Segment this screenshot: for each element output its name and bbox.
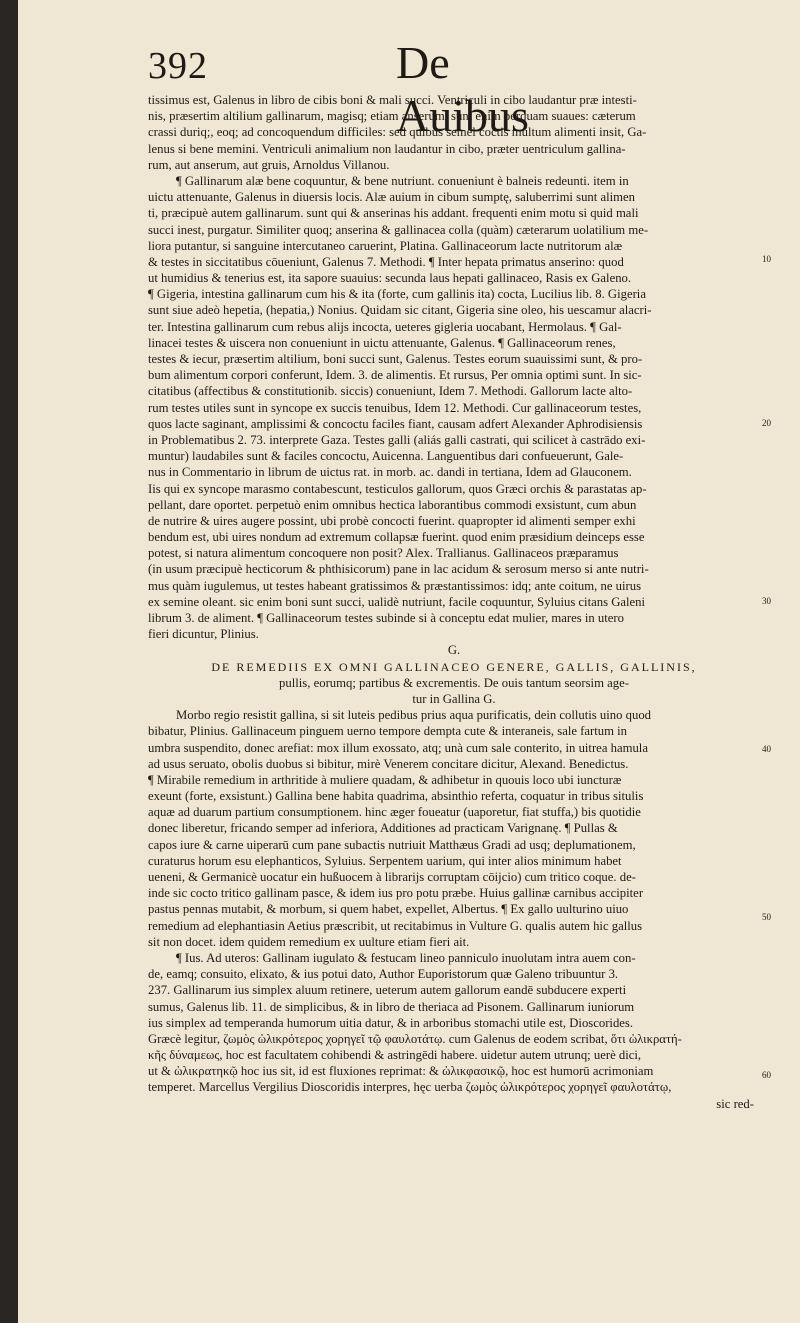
text-line: remedium ad elephantiasin Aetius præscribit, ut recitabimus in Vulture G. qualis autem hic gallus [148, 918, 643, 933]
text-line: ¶ Ius. Ad uteros: Gallinam iugulato & festucam lineo panniculo inuolutam intra auem con- [176, 950, 636, 965]
text-line: uictu attenuante, Galenus in diuersis locis. Alæ auium in cibum sumptę, saluberrimi sunt alimen [148, 190, 635, 205]
text-line: potest, si natura alimentum concoquere non posit? Alex. Trallianus. Gallinaceos præparamus [148, 546, 619, 561]
section-letter: G. [447, 643, 461, 658]
margin-line-number: 10 [762, 254, 771, 264]
body-text [148, 92, 760, 1112]
text-line: donec liberetur, fricando semper ad inferiora, Additiones ad practicam Varignanę. ¶ Pullas & [148, 821, 618, 836]
running-title: De Auibus [396, 37, 529, 141]
text-line: umbra suspendito, donec arefiat: mox illum exossato, atq; unà cum sale conterito, in uitrea hamula [148, 740, 648, 755]
text-line: κῆς δύναμεως, hoc est facultatem cohibendi & astringēdi habere. uidetur autem utrunq; uerè dici, [148, 1048, 642, 1063]
text-line: testes & iecur, præsertim altilium, boni succi sunt, Galenus. Testes eorum suauissimi sunt, & pro- [148, 352, 643, 366]
text-line: linacei testes & uiscera non conueniunt in uictu attenuante, Galenus. ¶ Gallinaceorum renes, [148, 335, 616, 350]
text-line: Græcè legitur, ζωμὸς ὠλικρότερος χορηγεῖ τῷ φαυλοτάτῳ. cum Galenus de eodem scribat, ὅτι ὠλικρατή- [148, 1031, 682, 1046]
text-line: ti, præcipuè autem gallinarum. sunt qui & anserinas his addant. frequenti enim motu si quid mali [148, 206, 639, 221]
text-line: muntur) laudabiles sunt & faciles concoctu, Auicenna. Languentibus dari confueuerunt, Gale- [148, 449, 624, 464]
section-title-cont: pullis, eorumq; partibus & excrementis. De ouis tantum seorsim age- [279, 675, 629, 690]
text-line: pastus pennas mutabit, & morbum, si quem habet, expellet, Albertus. ¶ Ex gallo uulturino uiuo [148, 902, 629, 917]
text-line: pellant, dare oportet. perpetuò enim omnibus hectica laborantibus commodi exsistunt, cum abun [148, 497, 637, 512]
text-line: 237. Gallinarum ius simplex aluum retinere, ueterum autem gallorum eandē subducere experti [148, 983, 627, 998]
text-line: ut humidius & tenerius est, ita sapore suauius: secunda laus hepati gallinaceo, Rasis ex Galeno. [148, 271, 632, 286]
text-line: ¶ Gallinarum alæ bene coquuntur, & bene nutriunt. conueniunt è balneis redeunti. item in [176, 173, 629, 188]
margin-line-number: 50 [762, 912, 771, 922]
text-line: ¶ Gigeria, intestina gallinarum cum his & ita (forte, cum gallinis ita) cocta, Lucilius lib. 8. Gigeria [148, 287, 646, 302]
text-line: lenus si bene memini. Ventriculi animalium non laudantur in cibo, præter uentriculum gallina- [148, 141, 626, 156]
text-line: ueneni, & Germanicè uocatur ein hußuocem à librarijs corruptam cōijcio) cum tritico coque. de- [148, 870, 636, 884]
margin-line-number: 40 [762, 744, 771, 754]
text-line: rum testes utiles sunt in syncope ex succis tenuibus, Idem 12. Methodi. Cur gallinaceorum testes, [148, 400, 642, 415]
text-line: Morbo regio resistit gallina, si sit luteis pedibus prius aqua purificatis, dein collutis uino quod [176, 708, 652, 723]
section-title: DE REMEDIIS EX OMNI GALLINACEO GENERE, GALLIS, GALLINIS, [211, 659, 697, 674]
margin-line-number: 30 [762, 596, 771, 606]
text-line: inde sic cocto tritico gallinam pasce, & idem ius pro potu præbe. Huius gallinæ carnibus accipiter [148, 886, 644, 901]
text-line: in Problematibus 2. 73. interprete Gaza. Testes galli (aliás galli castrati, qui scilicet à castrādo exi- [148, 432, 646, 447]
text-line: succi inest, purgatur. Similiter quoq; anserina & gallinacea colla (quàm) cæterarum uolatilium me- [148, 222, 649, 237]
text-line: de, eamq; consuito, elixato, & ius potui dato, Author Euporistorum quæ Galeno tribuuntur 3. [148, 967, 619, 982]
text-line: mus quàm iugulemus, ut testes habeant gratissimos & præstantissimos: idq; ante coitum, ne uirus [148, 578, 642, 593]
text-line: quos lacte saginant, amplissimi & concoctu faciles fiant, causam adfert Alexander Aphrodisiensis [148, 416, 643, 431]
text-line: crassi duriq;, eoq; ad concoquendum difficiles: sed quibus semel coctis multum alimenti insit, Ga- [148, 125, 647, 140]
text-line: & testes in siccitatibus cōueniunt, Galenus 7. Methodi. ¶ Inter hepata primatus anserino: quod [148, 254, 624, 269]
text-line: ius simplex ad temperanda humorum uitia datur, & in arboribus stomachi utile est, Dioscorides. [148, 1015, 634, 1030]
margin-line-number: 20 [762, 418, 771, 428]
text-line: nis, præsertim altilium gallinarum, magisq; etiam anserum. sunt enim perquam suaues: cæterum [148, 109, 636, 124]
binding-gutter [0, 0, 18, 1323]
text-line: de nutrire & uires augere possint, ubi probè concocti fuerint. quapropter id alimenti semper exhi [148, 513, 636, 528]
text-line: sumus, Galenus lib. 11. de simplicibus, & in libro de theriaca ad Pisonem. Gallinarum iuniorum [148, 999, 635, 1014]
text-line: ut & ὠλικρατηκῷ hoc ius sit, id est fluxiones reprimat: & ὠλικφασικῷ, hoc est humorū acrimoniam [148, 1064, 654, 1079]
text-line: Iis qui ex syncope marasmo contabescunt, testiculos gallorum, quos Græci orchis & parastatas ap- [148, 481, 647, 496]
text-line: aquæ ad duarum partium consumptionem. hinc æger foueatur (uaporetur, fiat stuffa,) bis quotidie [148, 805, 641, 820]
margin-line-number: 60 [762, 1070, 771, 1080]
text-line: ad usus seruato, obolis duobus si bibitur, mirè Venerem concitare dicitur, Alexand. Benedictus. [148, 756, 629, 771]
text-line: nus in Commentario in librum de uictus rat. in morb. ac. dandi in tertiana, Idem ad Glauconem. [148, 465, 632, 480]
text-line: temperet. Marcellus Vergilius Dioscoridis interpres, hęc uerba ζωμὸς ὠλικρότερος χορηγεῖ φαυλοτάτῳ, [148, 1080, 672, 1095]
text-line: fieri dicuntur, Plinius. [148, 627, 259, 642]
text-line: ter. Intestina gallinarum cum rebus alijs incocta, ueteres gigleria uocabant, Hermolaus. ¶ Gal- [148, 319, 622, 334]
text-line: tissimus est, Galenus in libro de cibis boni & mali succi. Ventriculi in cibo laudantur præ intesti- [148, 93, 637, 107]
text-line: bum alimentum corpori conferunt, Idem. 3. de alimentis. Et rursus, Per omnia optimi sunt. In sic- [148, 368, 642, 383]
text-line: citatibus (affectibus & constitutionib. siccis) conueniunt, Idem 7. Methodi. Gallorum lacte alto- [148, 384, 633, 399]
catchword: sic red- [716, 1096, 754, 1111]
text-line: sunt siue adeò hepetia, (hepatia,) Nonius. Quidam sic citant, Gigeria sine oleo, his uescamur alacri- [148, 303, 652, 318]
text-line: capos iure & carne uiperarū cum pane subactis nutriuit Matthæus Gradi ad usq; deplumationem, [148, 837, 636, 852]
text-line: curaturus horum esu elephanticos, Syluius. Serpentem uarium, qui inter alios minimum habet [148, 853, 622, 868]
text-line: (in usum præcipuè hecticorum & phthisicorum) pane in lac acidum & serosum merso si ante nutri- [148, 562, 649, 577]
text-line: sit non docet. idem quidem remedium ex uulture etiam fieri ait. [148, 934, 470, 949]
text-line: liora putantur, si sanguine intercutaneo caruerint, Platina. Gallinaceorum lacte nutritorum alæ [148, 238, 623, 253]
text-line: ex semine oleant. sic enim boni sunt succi, ualidè nutriunt, facile coquuntur, Syluius citans Galeni [148, 594, 646, 609]
text-line: rum, aut anserum, aut gruis, Arnoldus Villanou. [148, 157, 390, 172]
text-line: librum 3. de aliment. ¶ Gallinaceorum testes subinde si à conceptu edat mulier, mares in utero [148, 611, 624, 625]
text-line: bendum est, ubi uires nondum ad extremum collapsæ fuerint. quod enim præsidium deinceps esse [148, 530, 645, 545]
section-title-cont: tur in Gallina G. [412, 691, 496, 706]
text-line: bibatur, Plinius. Gallinaceum pinguem uerno tempore dempta cute & interaneis, sale fartum in [148, 724, 628, 739]
text-line: ¶ Mirabile remedium in arthritide à muliere quadam, & adhibetur in quouis loco ubi iuncturæ [148, 772, 622, 787]
page-number: 392 [148, 45, 208, 87]
text-line: exeunt (forte, exsistunt.) Gallina bene habita quadrima, absinthio referta, coquatur in tribus situlis [148, 789, 644, 804]
